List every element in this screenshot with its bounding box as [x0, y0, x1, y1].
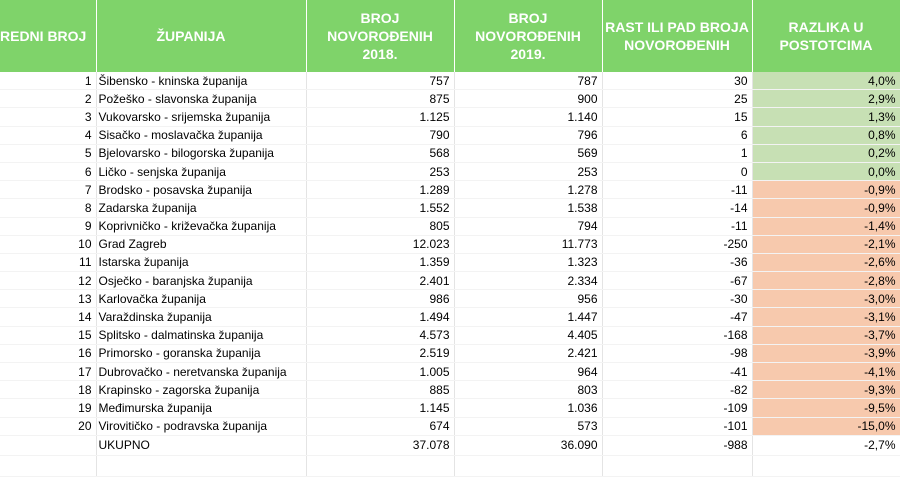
- table-row: [0, 181, 900, 199]
- cell-change[interactable]: -47: [602, 308, 752, 326]
- cell-births-2018[interactable]: 1.289: [306, 181, 454, 199]
- cell-change[interactable]: -14: [602, 199, 752, 217]
- empty-cell[interactable]: [454, 455, 602, 476]
- empty-cell[interactable]: [306, 455, 454, 476]
- cell-county[interactable]: Osječko - baranjska županija: [96, 272, 306, 290]
- total-row: [0, 435, 900, 455]
- cell-births-2019[interactable]: 1.036: [454, 399, 602, 417]
- cell-county[interactable]: Sisačko - moslavačka županija: [96, 126, 306, 144]
- cell-percent[interactable]: -9,5%: [752, 399, 900, 417]
- table-row: [0, 126, 900, 144]
- cell-percent[interactable]: -4,1%: [752, 363, 900, 381]
- cell-county[interactable]: Vukovarsko - srijemska županija: [96, 108, 306, 126]
- cell-county[interactable]: Varaždinska županija: [96, 308, 306, 326]
- cell-total-change[interactable]: -988: [602, 435, 752, 455]
- cell-births-2019[interactable]: 900: [454, 90, 602, 108]
- cell-births-2019[interactable]: 956: [454, 290, 602, 308]
- empty-cell[interactable]: [752, 455, 900, 476]
- empty-row: [0, 455, 900, 476]
- table-body: [0, 72, 900, 476]
- table-row: [0, 363, 900, 381]
- cell-percent[interactable]: 0,0%: [752, 162, 900, 180]
- cell-percent[interactable]: 2,9%: [752, 90, 900, 108]
- cell-change[interactable]: 6: [602, 126, 752, 144]
- cell-rank[interactable]: 3: [0, 108, 96, 126]
- header-row: [0, 0, 900, 72]
- cell-change[interactable]: 25: [602, 90, 752, 108]
- cell-rank[interactable]: 6: [0, 162, 96, 180]
- cell-change[interactable]: -11: [602, 217, 752, 235]
- table-row: [0, 199, 900, 217]
- cell-births-2018[interactable]: 805: [306, 217, 454, 235]
- cell-rank[interactable]: 14: [0, 308, 96, 326]
- header-rank: REDNI BROJ: [0, 0, 96, 72]
- cell-births-2019[interactable]: 1.140: [454, 108, 602, 126]
- empty-cell[interactable]: [602, 455, 752, 476]
- cell-births-2019[interactable]: 11.773: [454, 235, 602, 253]
- cell-rank[interactable]: 19: [0, 399, 96, 417]
- cell-rank[interactable]: 10: [0, 235, 96, 253]
- cell-births-2018[interactable]: 1.125: [306, 108, 454, 126]
- cell-county[interactable]: Požeško - slavonska županija: [96, 90, 306, 108]
- cell-births-2018[interactable]: 1.145: [306, 399, 454, 417]
- table-row: [0, 381, 900, 399]
- cell-births-2019[interactable]: 1.538: [454, 199, 602, 217]
- cell-rank[interactable]: 2: [0, 90, 96, 108]
- cell-births-2018[interactable]: 2.519: [306, 344, 454, 362]
- cell-percent[interactable]: -3,9%: [752, 344, 900, 362]
- cell-births-2019[interactable]: 253: [454, 162, 602, 180]
- cell-births-2018[interactable]: 253: [306, 162, 454, 180]
- table-row: [0, 290, 900, 308]
- cell-births-2018[interactable]: 1.359: [306, 253, 454, 271]
- cell-county[interactable]: Bjelovarsko - bilogorska županija: [96, 144, 306, 162]
- table-row: [0, 162, 900, 180]
- cell-percent[interactable]: 1,3%: [752, 108, 900, 126]
- table-row: [0, 108, 900, 126]
- cell-total-label[interactable]: UKUPNO: [96, 435, 306, 455]
- cell-county[interactable]: Koprivničko - križevačka županija: [96, 217, 306, 235]
- cell-county[interactable]: Brodsko - posavska županija: [96, 181, 306, 199]
- cell-rank[interactable]: 16: [0, 344, 96, 362]
- cell-county[interactable]: Šibensko - kninska županija: [96, 72, 306, 90]
- cell-births-2019[interactable]: 787: [454, 72, 602, 90]
- cell-total-empty[interactable]: [0, 435, 96, 455]
- cell-percent[interactable]: -9,3%: [752, 381, 900, 399]
- cell-county[interactable]: Ličko - senjska županija: [96, 162, 306, 180]
- cell-births-2019[interactable]: 796: [454, 126, 602, 144]
- cell-births-2018[interactable]: 2.401: [306, 272, 454, 290]
- cell-change[interactable]: -168: [602, 326, 752, 344]
- cell-change[interactable]: -67: [602, 272, 752, 290]
- cell-change[interactable]: -98: [602, 344, 752, 362]
- cell-percent[interactable]: -0,9%: [752, 181, 900, 199]
- cell-total-percent[interactable]: -2,7%: [752, 435, 900, 455]
- cell-change[interactable]: -30: [602, 290, 752, 308]
- table-row: [0, 217, 900, 235]
- table-row: [0, 235, 900, 253]
- cell-births-2018[interactable]: 790: [306, 126, 454, 144]
- cell-births-2019[interactable]: 794: [454, 217, 602, 235]
- cell-births-2018[interactable]: 568: [306, 144, 454, 162]
- cell-rank[interactable]: 18: [0, 381, 96, 399]
- cell-percent[interactable]: 0,8%: [752, 126, 900, 144]
- cell-births-2019[interactable]: 573: [454, 417, 602, 435]
- cell-births-2018[interactable]: 875: [306, 90, 454, 108]
- cell-rank[interactable]: 4: [0, 126, 96, 144]
- table-row: [0, 308, 900, 326]
- cell-county[interactable]: Dubrovačko - neretvanska županija: [96, 363, 306, 381]
- cell-county[interactable]: Virovitičko - podravska županija: [96, 417, 306, 435]
- cell-change[interactable]: -11: [602, 181, 752, 199]
- header-county: ŽUPANIJA: [96, 0, 306, 72]
- cell-change[interactable]: 1: [602, 144, 752, 162]
- cell-change[interactable]: 15: [602, 108, 752, 126]
- table-row: [0, 417, 900, 435]
- cell-births-2019[interactable]: 1.278: [454, 181, 602, 199]
- header-births-2019: BROJ NOVOROĐENIH 2019.: [454, 0, 602, 72]
- cell-rank[interactable]: 12: [0, 272, 96, 290]
- cell-births-2018[interactable]: 1.494: [306, 308, 454, 326]
- cell-births-2019[interactable]: 803: [454, 381, 602, 399]
- cell-county[interactable]: Karlovačka županija: [96, 290, 306, 308]
- cell-rank[interactable]: 8: [0, 199, 96, 217]
- cell-births-2019[interactable]: 1.323: [454, 253, 602, 271]
- cell-change[interactable]: -36: [602, 253, 752, 271]
- cell-rank[interactable]: 1: [0, 72, 96, 90]
- cell-county[interactable]: Istarska županija: [96, 253, 306, 271]
- cell-change[interactable]: 30: [602, 72, 752, 90]
- cell-births-2019[interactable]: 2.334: [454, 272, 602, 290]
- cell-births-2019[interactable]: 964: [454, 363, 602, 381]
- table-row: [0, 272, 900, 290]
- cell-births-2019[interactable]: 2.421: [454, 344, 602, 362]
- cell-rank[interactable]: 17: [0, 363, 96, 381]
- cell-county[interactable]: Splitsko - dalmatinska županija: [96, 326, 306, 344]
- cell-percent[interactable]: -15,0%: [752, 417, 900, 435]
- cell-rank[interactable]: 7: [0, 181, 96, 199]
- table-row: [0, 144, 900, 162]
- cell-births-2018[interactable]: 986: [306, 290, 454, 308]
- table-row: [0, 90, 900, 108]
- table-row: [0, 72, 900, 90]
- cell-county[interactable]: Primorsko - goranska županija: [96, 344, 306, 362]
- header-births-2018: BROJ NOVOROĐENIH 2018.: [306, 0, 454, 72]
- empty-cell[interactable]: [96, 455, 306, 476]
- cell-births-2018[interactable]: 1.552: [306, 199, 454, 217]
- cell-rank[interactable]: 11: [0, 253, 96, 271]
- cell-percent[interactable]: -3,7%: [752, 326, 900, 344]
- cell-percent[interactable]: -2,6%: [752, 253, 900, 271]
- cell-percent[interactable]: -3,0%: [752, 290, 900, 308]
- cell-births-2018[interactable]: 757: [306, 72, 454, 90]
- cell-births-2018[interactable]: 1.005: [306, 363, 454, 381]
- cell-county[interactable]: Zadarska županija: [96, 199, 306, 217]
- cell-percent[interactable]: -3,1%: [752, 308, 900, 326]
- empty-cell[interactable]: [0, 455, 96, 476]
- cell-births-2018[interactable]: 674: [306, 417, 454, 435]
- cell-total-births-2019[interactable]: 36.090: [454, 435, 602, 455]
- cell-county[interactable]: Međimurska županija: [96, 399, 306, 417]
- table-row: [0, 326, 900, 344]
- cell-births-2018[interactable]: 4.573: [306, 326, 454, 344]
- cell-percent[interactable]: -0,9%: [752, 199, 900, 217]
- table-row: [0, 253, 900, 271]
- cell-change[interactable]: -41: [602, 363, 752, 381]
- cell-total-births-2018[interactable]: 37.078: [306, 435, 454, 455]
- cell-change[interactable]: -101: [602, 417, 752, 435]
- cell-births-2019[interactable]: 569: [454, 144, 602, 162]
- cell-rank[interactable]: 13: [0, 290, 96, 308]
- header-percent: RAZLIKA U POSTOTCIMA: [752, 0, 900, 72]
- cell-rank[interactable]: 20: [0, 417, 96, 435]
- cell-births-2018[interactable]: 885: [306, 381, 454, 399]
- cell-births-2019[interactable]: 1.447: [454, 308, 602, 326]
- cell-county[interactable]: Krapinsko - zagorska županija: [96, 381, 306, 399]
- cell-percent[interactable]: 0,2%: [752, 144, 900, 162]
- header-change: RAST ILI PAD BROJA NOVOROĐENIH: [602, 0, 752, 72]
- cell-change[interactable]: -250: [602, 235, 752, 253]
- cell-births-2018[interactable]: 12.023: [306, 235, 454, 253]
- cell-percent[interactable]: 4,0%: [752, 72, 900, 90]
- cell-rank[interactable]: 9: [0, 217, 96, 235]
- cell-rank[interactable]: 15: [0, 326, 96, 344]
- table-row: [0, 399, 900, 417]
- cell-percent[interactable]: -2,8%: [752, 272, 900, 290]
- cell-births-2019[interactable]: 4.405: [454, 326, 602, 344]
- cell-change[interactable]: -109: [602, 399, 752, 417]
- cell-percent[interactable]: -2,1%: [752, 235, 900, 253]
- cell-rank[interactable]: 5: [0, 144, 96, 162]
- table-row: [0, 344, 900, 362]
- cell-change[interactable]: -82: [602, 381, 752, 399]
- cell-change[interactable]: 0: [602, 162, 752, 180]
- cell-percent[interactable]: -1,4%: [752, 217, 900, 235]
- cell-county[interactable]: Grad Zagreb: [96, 235, 306, 253]
